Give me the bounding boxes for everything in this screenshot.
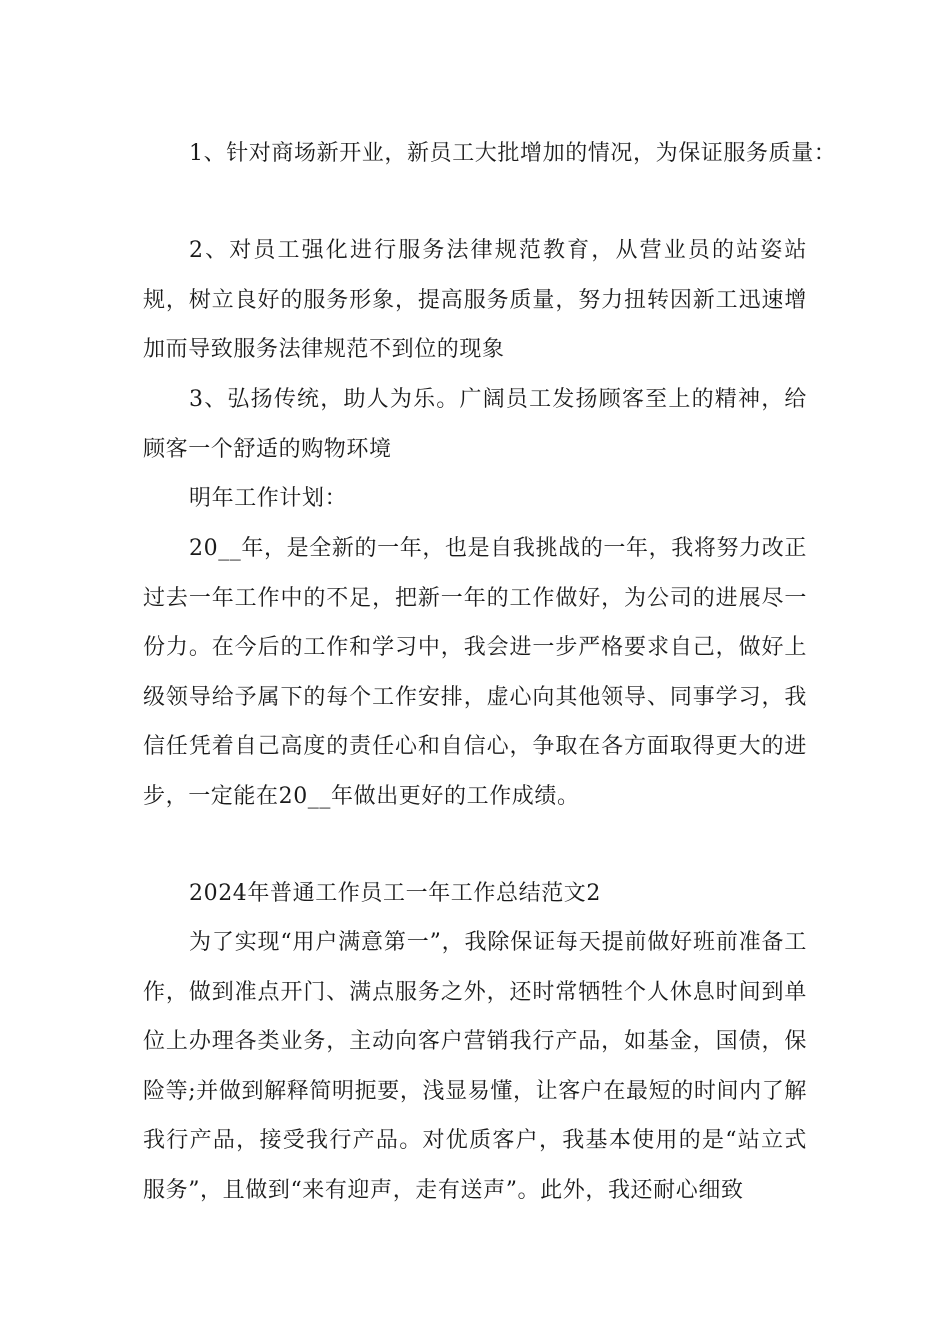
- paragraph-next-year-plan: 20__年，是全新的一年，也是自我挑战的一年，我将努力改正过去一年工作中的不足，把新一年的工作做好，为公司的进展尽一份力。在今后的工作和学习中，我会进一步严格要求自己，做好上级领导给予属下的每个工作安排，虚心向其他领导、同事学习，我信任凭着自己高度的责任心和自信心，争取在各方面取得更大的进步，一定能在20__年做出更好的工作成绩。: [143, 536, 807, 809]
- paragraph-item-1: 1、针对商场新开业，新员工大批增加的情况，为保证服务质量：: [189, 141, 837, 166]
- paragraph-customer-service: 为了实现“用户满意第一”，我除保证每天提前做好班前准备工作，做到准点开门、满点服务之外，还时常牺牲个人休息时间到单位上办理各类业务，主动向客户营销我行产品，如基金，国债，保险等;并做到解释简明扼要，浅显易懂，让客户在最短的时间内了解我行产品，接受我行产品。对优质客户，我基本使用的是“站立式服务”，且做到“来有迎声，走有送声”。此外，我还耐心细致: [143, 930, 807, 1203]
- paragraph-item-3: 3、弘扬传统，助人为乐。广阔员工发扬顾客至上的精神，给顾客一个舒适的购物环境: [143, 387, 807, 462]
- article-title: 2024年普通工作员工一年工作总结范文2: [189, 881, 601, 906]
- paragraph-item-2: 2、对员工强化进行服务法律规范教育，从营业员的站姿站规，树立良好的服务形象，提高服务质量，努力扭转因新工迅速增加而导致服务法律规范不到位的现象: [143, 238, 807, 362]
- section-heading-next-year-plan: 明年工作计划：: [189, 486, 348, 511]
